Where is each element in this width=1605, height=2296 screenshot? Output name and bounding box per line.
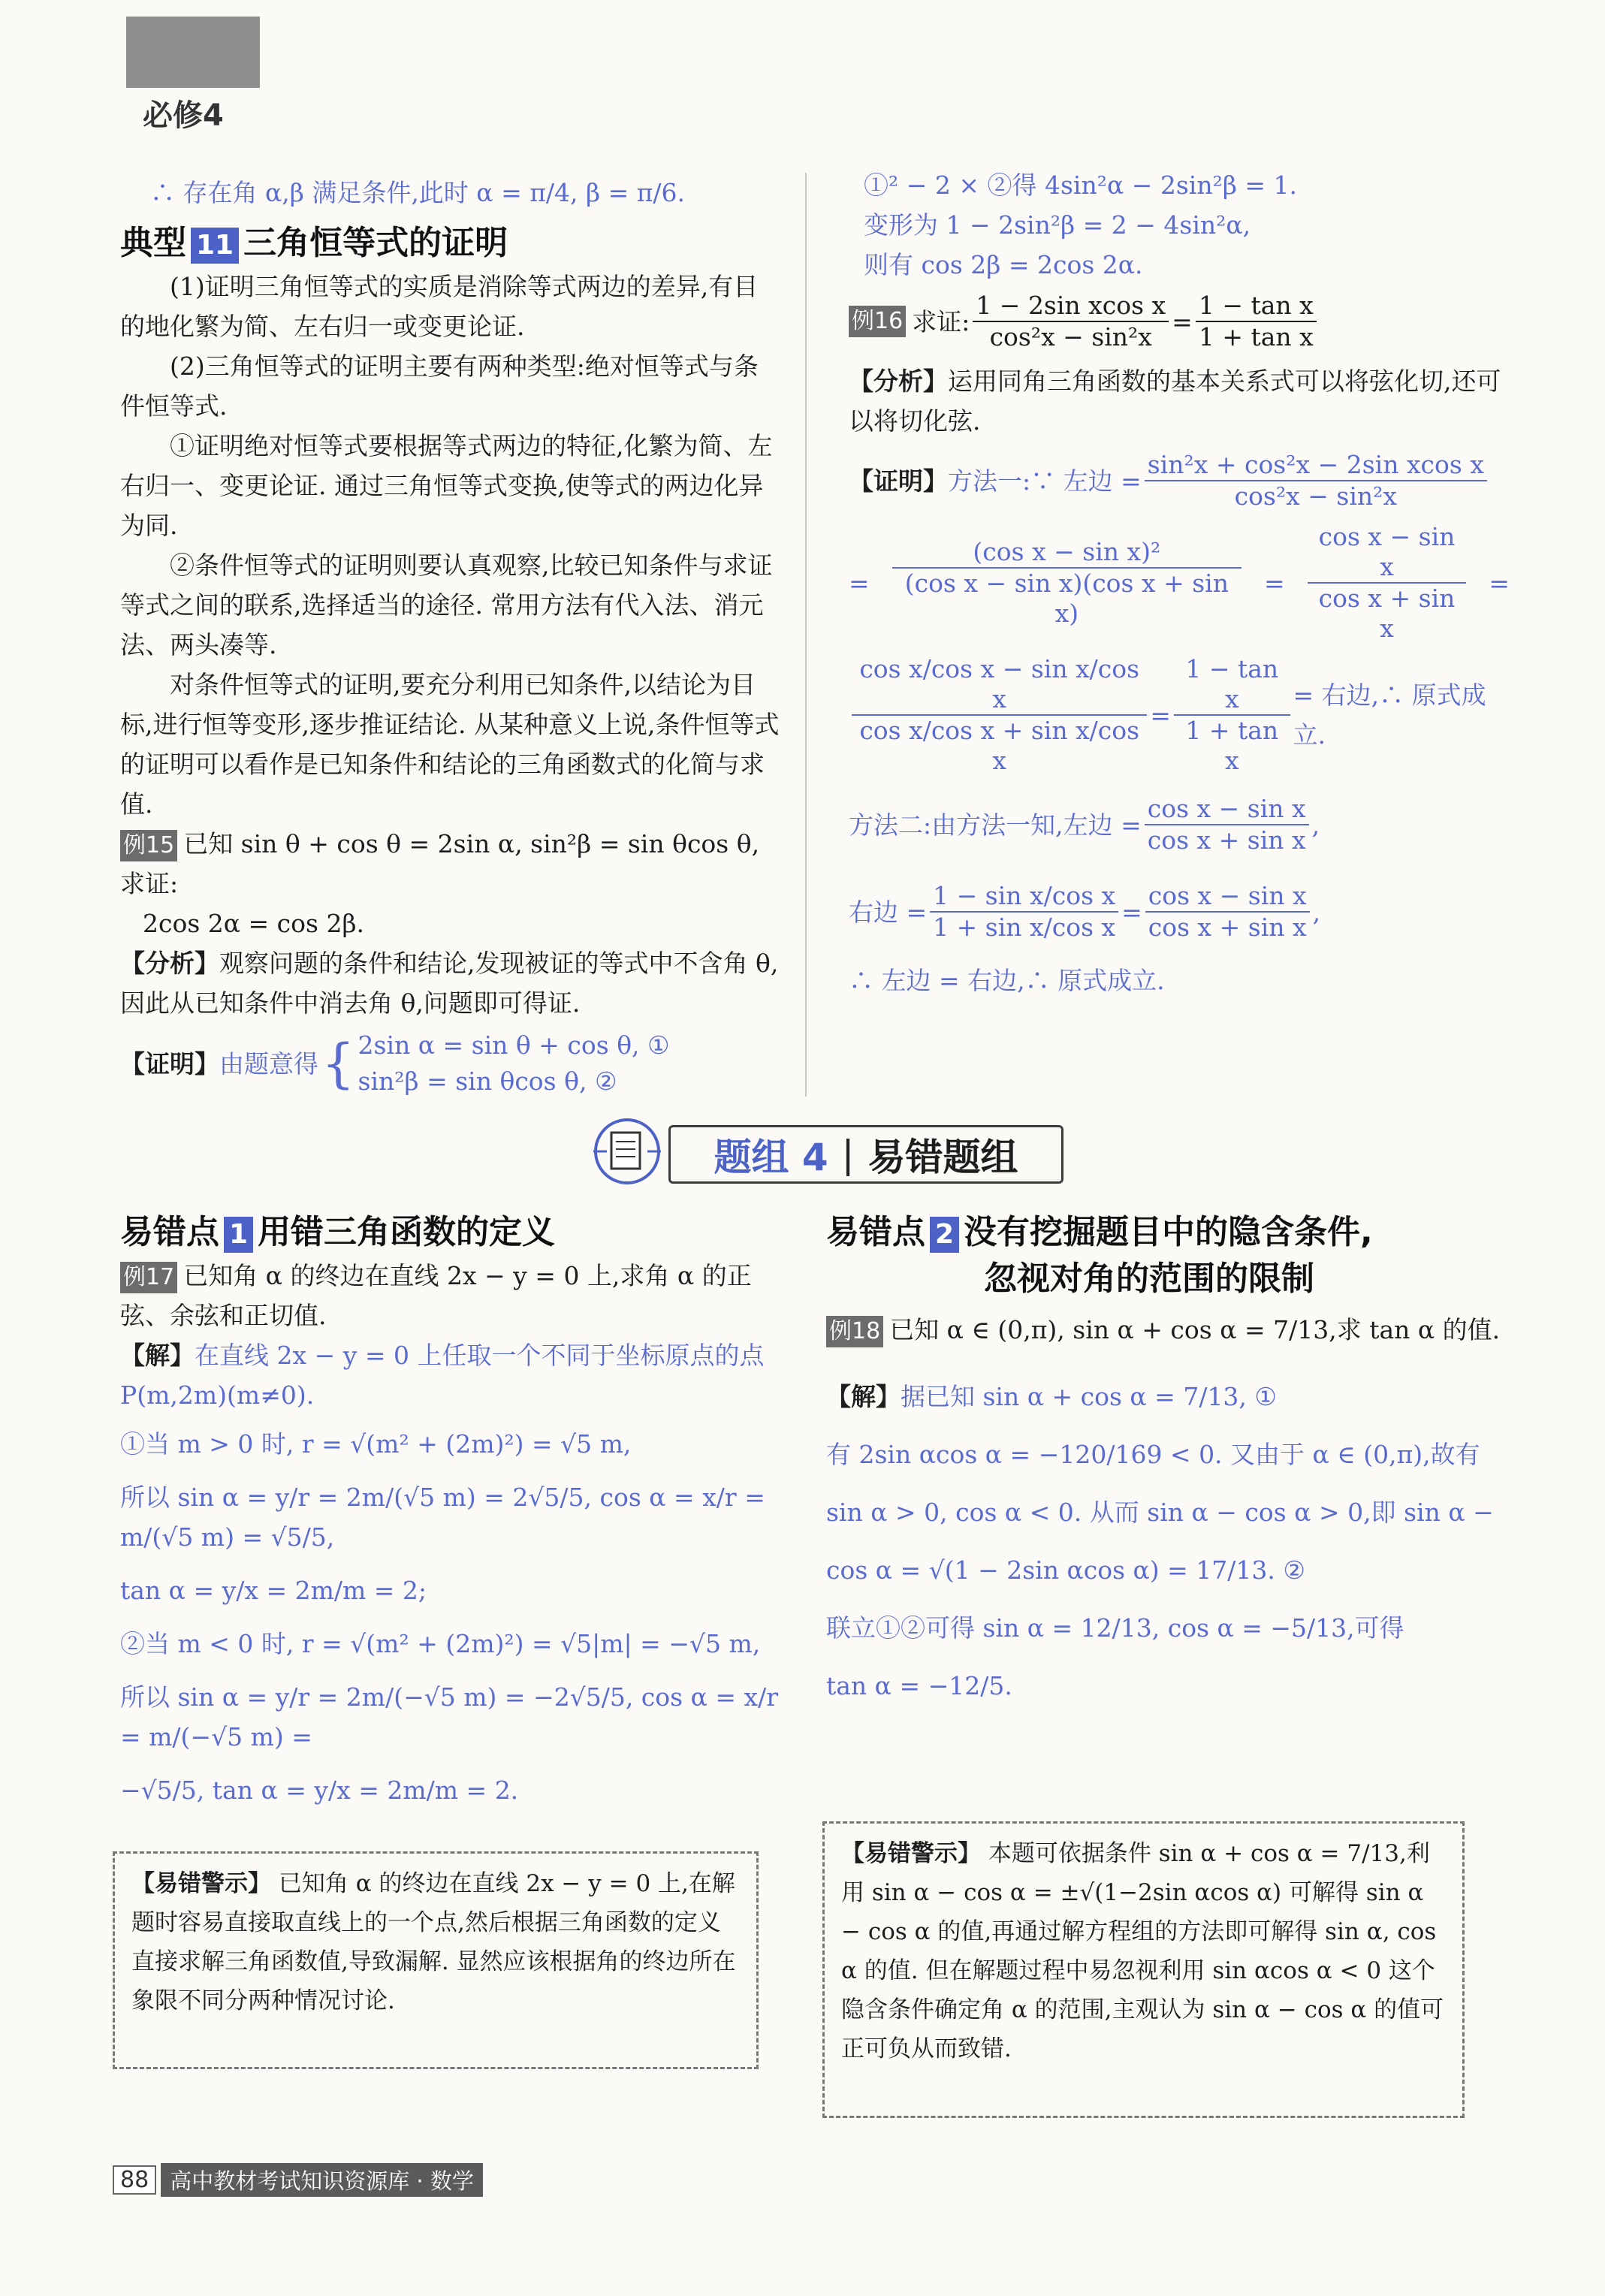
example-16: [849, 291, 1510, 352]
proof-intro: 由题意得: [219, 1048, 318, 1079]
solution-18-line-6: tan α = −12/5.: [826, 1671, 1012, 1700]
notebook-icon: [586, 1110, 668, 1193]
section-number-badge: 2: [930, 1217, 959, 1253]
solution-18-line-5: 联立①②可得 sin α = 12/13, cos α = −5/13,可得: [826, 1613, 1404, 1643]
solution-18-line-2: 有 2sin αcos α = −120/169 < 0. 又由于 α ∈ (0,π),故有: [826, 1440, 1480, 1469]
header-gray-block: [126, 17, 260, 88]
method-1-line: [849, 450, 1510, 511]
example-18: 例18 已知 α ∈ (0,π), sin α + cos α = 7/13,求 tan α 的值.: [826, 1310, 1502, 1350]
rhs-label: 右边 =: [849, 897, 928, 927]
fraction-lhs: $\frac{\text{1 − 2sin xcos x}}{\text{cos²x − sin²x}}$: [973, 291, 1169, 352]
brace-symbol: {: [321, 1033, 355, 1094]
case-1-values: 所以 sin α = y/r = 2m/(√5 m) = 2√5/5, cos α = x/r = m/(√5 m) = √5/5,: [120, 1483, 765, 1552]
proof-tag: 【证明】: [849, 466, 948, 496]
case-1: ①当 m > 0 时, r = √(m² + (2m)²) = √5 m,: [120, 1429, 632, 1459]
fraction-method-2: $\frac{\text{cos x − sin x}}{\text{cos x + sin x}}$: [1145, 794, 1309, 855]
equation-system: [358, 1027, 670, 1100]
final-conclusion: ∴ 左边 = 右边,∴ 原式成立.: [849, 966, 1165, 995]
paragraph-5: 对条件恒等式的证明,要充分利用已知条件,以结论为目标,进行恒等变形,逐步推证结论. 从某种意义上说,条件恒等式的证明可以看作是已知条件和结论的三角函数式的化简与求值.: [120, 670, 780, 819]
proof-tag: 【证明】: [120, 1048, 219, 1079]
section-prefix: 典型: [120, 224, 186, 262]
example-17: 例17 已知角 α 的终边在直线 2x − y = 0 上,求角 α 的正弦、余弦和正切值.: [120, 1261, 752, 1330]
analysis-tag: 【分析】: [849, 367, 948, 396]
method-2-line: 方法二:由方法一知,左边 = $\frac{\text{cos x − sin x}}{\text{cos x + sin x}}$ ,: [849, 794, 1320, 855]
banner-group-label: 题组 4: [714, 1136, 828, 1179]
example-16-prefix: 求证:: [912, 306, 970, 336]
analysis-tag: 【分析】: [120, 949, 219, 978]
section-heading-error-2-line-2: 忽视对角的范围的限制: [984, 1260, 1314, 1298]
analysis-text: 观察问题的条件和结论,发现被证的等式中不含角 θ,因此从已知条件中消去角 θ,问题即可得证.: [120, 949, 779, 1018]
derivation-line-3: 则有 cos 2β = 2cos 2α.: [864, 250, 1143, 279]
method-1-step-3: $\frac{\text{cos x/cos x − sin x/cos x}}{\text{cos x/cos x + sin x/cos x}}$ = $\frac{\text{1 − tan x}}{\text{1 + tan x}}$ = 右边,∴ 原式成立.: [849, 654, 1510, 776]
fraction-step-2: $\frac{\text{(cos x − sin x)²}}{\text{(cos x − sin x)(cos x + sin x)}}$: [892, 537, 1241, 629]
fraction-step-6: $\frac{\text{1 − sin x/cos x}}{\text{1 + sin x/cos x}}$: [930, 881, 1118, 943]
derivation-line-2: 变形为 1 − 2sin²β = 2 − 4sin²α,: [864, 210, 1251, 240]
warning-tag: 【易错警示】: [131, 1870, 271, 1897]
right-bottom-column: [826, 1209, 1502, 1706]
method-1-conclusion: = 右边,∴ 原式成立.: [1293, 680, 1486, 750]
analysis-text: 运用同角三角函数的基本关系式可以将弦化切,还可以将切化弦.: [849, 367, 1501, 436]
left-bottom-column: [120, 1209, 781, 1810]
method-1-step-2: = $\frac{\text{(cos x − sin x)²}}{\text{(cos x − sin x)(cos x + sin x)}}$ = $\frac{\text{cos x − sin x}}{\text{cos x + sin x}}$ =: [849, 522, 1510, 643]
fraction-rhs: $\frac{\text{1 − tan x}}{\text{1 + tan x}}$: [1196, 291, 1317, 352]
group-banner: [571, 1110, 1082, 1193]
example-tag: 例17: [120, 1262, 177, 1293]
warning-text: 已知角 α 的终边在直线 2x − y = 0 上,在解题时容易直接取直线上的一个点,然后根据三角函数的定义直接求解三角函数值,导致漏解. 显然应该根据角的终边所在象限不同分两种情况讨论.: [131, 1870, 736, 2014]
right-top-column: [849, 165, 1510, 1000]
warning-box-2: [822, 1821, 1465, 2118]
conclusion-line: ∴ 存在角 α,β 满足条件,此时 α = π/4, β = π/6.: [150, 178, 685, 207]
paragraph-3: ①证明绝对恒等式要根据等式两边的特征,化繁为简、左右归一、变更论证. 通过三角恒等式变换,使等式的两边化异为同.: [120, 431, 773, 540]
section-heading-error-2: 易错点 2 没有挖掘题目中的隐含条件,: [826, 1213, 1373, 1251]
banner-title-box: 题组 4 | 易错题组: [668, 1125, 1063, 1184]
solution-17: 【解】在直线 2x − y = 0 上任取一个不同于坐标原点的点 P(m,2m)(m≠0).: [120, 1341, 765, 1410]
page-footer: [113, 2163, 483, 2196]
method-2-label: 方法二:由方法一知,左边 =: [849, 810, 1142, 840]
fraction-step-1: $\frac{\text{sin²x + cos²x − 2sin xcos x}}{\text{cos²x − sin²x}}$: [1145, 450, 1487, 511]
fraction-step-5: $\frac{\text{1 − tan x}}{\text{1 + tan x}}$: [1174, 654, 1290, 776]
example-tag: 例18: [826, 1316, 883, 1347]
equals-sign: =: [1172, 306, 1193, 336]
paragraph-1: (1)证明三角恒等式的实质是消除等式两边的差异,有目的地化繁为简、左右归一或变更论证.: [120, 272, 759, 341]
warning-box-1: [113, 1851, 759, 2069]
example-15: [120, 824, 781, 904]
section-heading-error-1: 易错点 1 用错三角函数的定义: [120, 1213, 556, 1251]
example-tag: 例16: [849, 306, 906, 337]
page-number: 88: [113, 2165, 156, 2195]
footer-series-title: 高中教材考试知识资源库 · 数学: [161, 2163, 483, 2197]
section-title: 三角恒等式的证明: [243, 224, 508, 262]
fraction-step-7: $\frac{\text{cos x − sin x}}{\text{cos x + sin x}}$: [1145, 881, 1310, 943]
section-number-badge: 11: [191, 228, 239, 264]
derivation-line-1: ①² − 2 × ②得 4sin²α − 2sin²β = 1.: [864, 170, 1298, 200]
page-header: 必修4: [143, 98, 224, 133]
equation-1: 2sin α = sin θ + cos θ, ①: [358, 1030, 670, 1060]
equation-2: sin²β = sin θcos θ, ②: [358, 1067, 617, 1096]
case-2-tan: −√5/5, tan α = y/x = 2m/m = 2.: [120, 1776, 519, 1805]
left-top-column: [120, 173, 781, 1100]
warning-tag: 【易错警示】: [841, 1840, 981, 1867]
method-1-label: 方法一:∵ 左边 =: [948, 466, 1142, 496]
fraction-step-3: $\frac{\text{cos x − sin x}}{\text{cos x + sin x}}$: [1308, 522, 1467, 644]
case-2-values: 所以 sin α = y/r = 2m/(−√5 m) = −2√5/5, cos α = x/r = m/(−√5 m) =: [120, 1682, 778, 1751]
section-heading-11: [120, 220, 781, 267]
analysis-16: [849, 361, 1510, 441]
solution-18: 【解】据已知 sin α + cos α = 7/13, ①: [826, 1382, 1277, 1411]
section-number-badge: 1: [224, 1217, 253, 1253]
solution-18-line-4: cos α = √(1 − 2sin αcos α) = 17/13. ②: [826, 1555, 1305, 1585]
warning-text: 本题可依据条件 sin α + cos α = 7/13,利用 sin α − cos α = ±√(1−2sin αcos α) 可解得 sin α − cos α 的值,再通过解方程组的方法即可解得 sin α, cos α 的值. 但在解题过程中易忽视利用 sin αcos α < 0 这个隐含条件确定角 α 的范围,主观认为 sin α − cos α 的值可正可负从而致错.: [841, 1840, 1444, 2062]
example-15-goal: 2cos 2α = cos 2β.: [143, 909, 365, 938]
example-tag: 例15: [120, 830, 177, 861]
analysis-15: [120, 943, 781, 1023]
paragraph-4: ②条件恒等式的证明则要认真观察,比较已知条件与求证等式之间的联系,选择适当的途径. 常用方法有代入法、消元法、两头凑等.: [120, 551, 773, 659]
fraction-step-4: $\frac{\text{cos x/cos x − sin x/cos x}}{\text{cos x/cos x + sin x/cos x}}$: [852, 654, 1147, 776]
method-2-rhs: 右边 = $\frac{\text{1 − sin x/cos x}}{\text{1 + sin x/cos x}}$ = $\frac{\text{cos x − sin x}}{\text{cos x + sin x}}$ ,: [849, 881, 1321, 942]
paragraph-2: (2)三角恒等式的证明主要有两种类型:绝对恒等式与条件恒等式.: [120, 351, 759, 421]
solution-18-line-3: sin α > 0, cos α < 0. 从而 sin α − cos α > 0,即 sin α −: [826, 1498, 1494, 1527]
proof-15: [120, 1027, 781, 1100]
example-15-text: 已知 sin θ + cos θ = 2sin α, sin²β = sin θcos θ,求证:: [120, 829, 760, 898]
case-1-tan: tan α = y/x = 2m/m = 2;: [120, 1576, 427, 1605]
case-2: ②当 m < 0 时, r = √(m² + (2m)²) = √5|m| = −√5 m,: [120, 1629, 761, 1658]
banner-title: 易错题组: [867, 1136, 1018, 1179]
column-divider: [805, 173, 807, 1097]
